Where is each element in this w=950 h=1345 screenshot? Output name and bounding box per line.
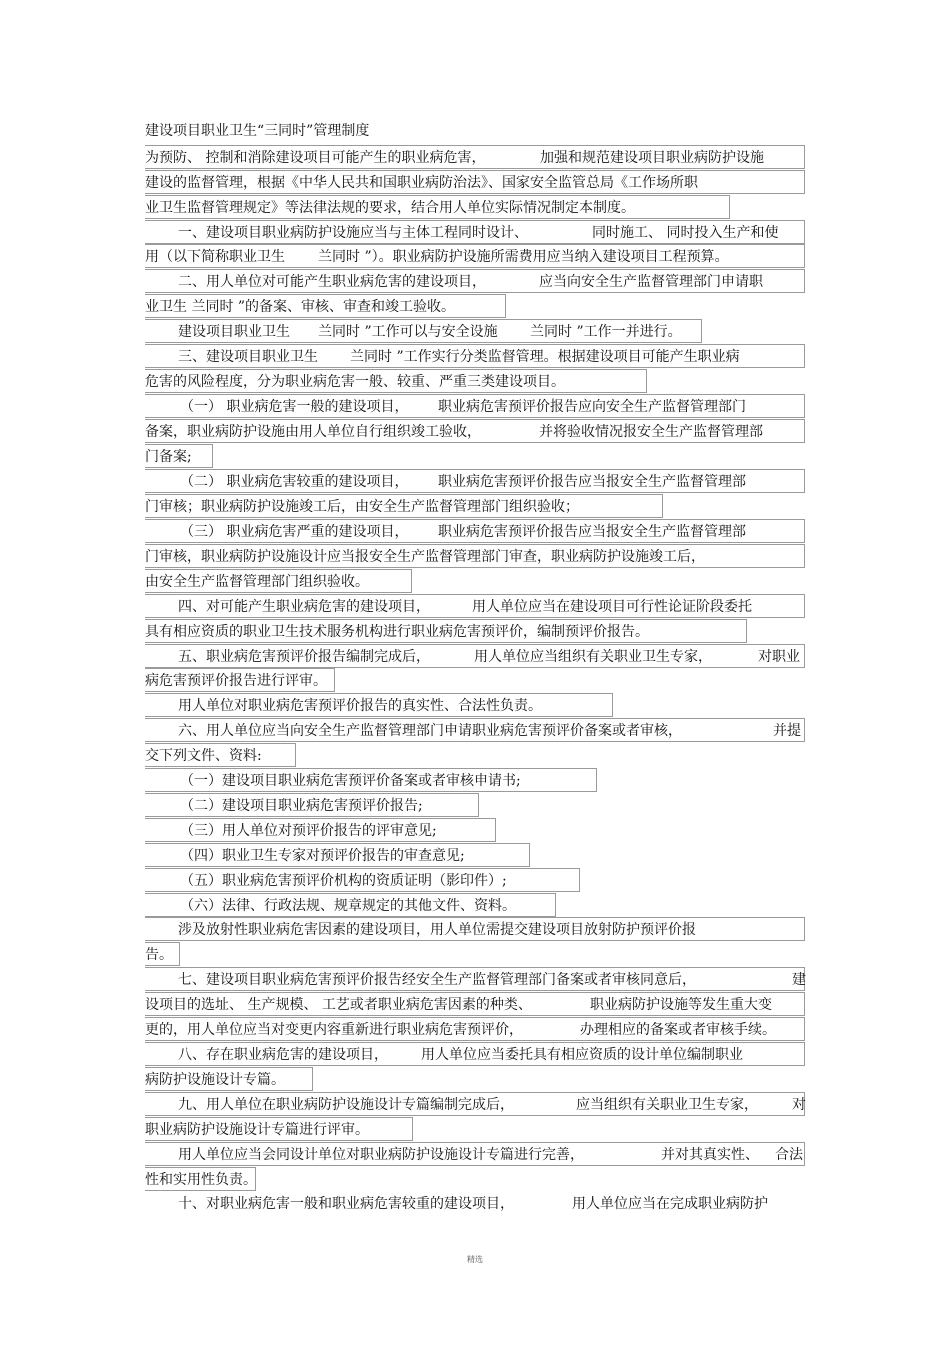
text-segment: 性和实用性负责。 — [145, 1172, 257, 1188]
text-segment: 危害的风险程度，分为职业病危害一般、较重、严重三类建设项目。 — [145, 374, 565, 390]
text-line — [145, 1092, 805, 1116]
text-segment: 三、建设项目职业卫生 — [178, 349, 318, 365]
text-segment: 用人单位应当在完成职业病防护 — [572, 1196, 768, 1212]
text-segment: 业卫生监督管理规定》等法律法规的要求，结合用人单位实际情况制定本制度。 — [145, 200, 635, 216]
text-line — [145, 569, 412, 593]
text-segment: 应当向安全生产监督管理部门申请职 — [539, 274, 763, 290]
text-segment: （二）建设项目职业病危害预评价报告; — [180, 798, 423, 814]
text-line — [145, 743, 296, 767]
text-segment: 二、用人单位对可能产生职业病危害的建设项目， — [178, 274, 486, 290]
text-segment: （一）建设项目职业病危害预评价备案或者审核申请书; — [180, 773, 521, 789]
text-line — [145, 893, 556, 917]
text-segment: 五、职业病危害预评价报告编制完成后， — [178, 649, 430, 665]
text-segment: 业卫生 兰同时 ”的备案、审核、审查和竣工验收。 — [145, 299, 456, 315]
text-line — [145, 519, 805, 543]
text-line — [145, 344, 805, 368]
text-segment: 具有相应资质的职业卫生技术服务机构进行职业病危害预评价，编制预评价报告。 — [145, 624, 649, 640]
text-segment: （四）职业卫生专家对预评价报告的审查意见; — [180, 848, 465, 864]
text-segment: 门备案; — [145, 449, 192, 465]
text-segment: 涉及放射性职业病危害因素的建设项目，用人单位需提交建设项目放射防护预评价报 — [178, 922, 696, 938]
text-segment: （一） 职业病危害一般的建设项目， — [180, 399, 409, 415]
text-segment: 兰同时 ”工作一并进行。 — [530, 324, 682, 340]
text-segment: 合法 — [775, 1147, 803, 1163]
text-segment: 兰同时 ”工作可以与安全设施 — [318, 324, 498, 340]
text-line — [145, 967, 805, 991]
text-segment: 兰同时 ”工作实行分类监督管理。根据建设项目可能产生职业病 — [350, 349, 740, 365]
text-line — [145, 1017, 805, 1041]
text-line — [145, 644, 805, 668]
text-segment: 门审核；职业病防护设施竣工后，由安全生产监督管理部门组织验收； — [145, 499, 579, 515]
text-line — [145, 942, 180, 966]
text-segment: 职业病危害预评价报告应当报安全生产监督管理部 — [438, 474, 746, 490]
text-segment: 交下列文件、资料: — [145, 748, 262, 764]
text-segment: 用人单位应当会同设计单位对职业病防护设施设计专篇进行完善， — [178, 1147, 584, 1163]
text-line — [145, 269, 805, 293]
text-segment: 四、对可能产生职业病危害的建设项目， — [178, 599, 430, 615]
text-line — [145, 793, 479, 817]
text-line — [145, 494, 663, 518]
text-segment: 建设项目职业卫生 — [178, 324, 290, 340]
text-segment: 用人单位应当在建设项目可行性论证阶段委托 — [472, 599, 752, 615]
text-segment: 告。 — [145, 947, 173, 963]
text-line — [145, 768, 597, 792]
text-segment: （六）法律、行政法规、规章规定的其他文件、资料。 — [180, 898, 516, 914]
text-line — [145, 917, 805, 941]
text-line — [145, 145, 805, 169]
text-line — [145, 1167, 256, 1191]
text-line — [145, 693, 613, 717]
text-segment: 一、建设项目职业病防护设施应当与主体工程同时设计、 — [178, 225, 528, 241]
text-segment: （三）用人单位对预评价报告的评审意见; — [180, 823, 437, 839]
text-line — [145, 818, 496, 842]
text-line — [145, 369, 647, 393]
text-segment: 设项目的选址、 生产规模、 工艺或者职业病危害因素的种类、 — [145, 997, 532, 1013]
text-segment: 病防护设施设计专篇。 — [145, 1072, 285, 1088]
text-line — [145, 294, 506, 318]
text-line — [145, 444, 213, 468]
text-segment: 建 — [792, 972, 806, 988]
text-segment: 八、存在职业病危害的建设项目， — [178, 1047, 388, 1063]
text-segment: 六、用人单位应当向安全生产监督管理部门申请职业病危害预评价备案或者审核， — [178, 723, 682, 739]
text-line — [145, 992, 805, 1016]
text-line — [145, 668, 335, 692]
text-line — [145, 718, 805, 742]
text-line — [145, 1142, 805, 1166]
text-segment: 备案，职业病防护设施由用人单位自行组织竣工验收， — [145, 424, 481, 440]
text-segment: 病危害预评价报告进行评审。 — [145, 673, 327, 689]
text-segment: 用人单位对职业病危害预评价报告的真实性、合法性负责。 — [178, 698, 542, 714]
text-segment: 应当组织有关职业卫生专家， — [576, 1097, 758, 1113]
text-segment: 并将验收情况报安全生产监督管理部 — [539, 424, 763, 440]
text-segment: 用人单位应当组织有关职业卫生专家， — [474, 649, 712, 665]
text-segment: 九、用人单位在职业病防护设施设计专篇编制完成后， — [178, 1097, 514, 1113]
text-line — [145, 1067, 313, 1091]
text-line — [145, 170, 805, 194]
text-segment: 十、对职业病危害一般和职业病危害较重的建设项目， — [178, 1196, 514, 1212]
text-segment: 七、建设项目职业病危害预评价报告经安全生产监督管理部门备案或者审核同意后， — [178, 972, 696, 988]
text-segment: 用人单位应当委托具有相应资质的设计单位编制职业 — [421, 1047, 743, 1063]
text-line — [145, 1042, 805, 1066]
text-line — [145, 419, 805, 443]
text-segment: 对职业 — [758, 649, 800, 665]
text-line — [145, 469, 805, 493]
document-title: 建设项目职业卫生“三同时”管理制度 — [145, 123, 370, 139]
text-line — [145, 1117, 413, 1141]
text-segment: 为预防、 控制和消除建设项目可能产生的职业病危害， — [145, 150, 486, 166]
text-segment: 由安全生产监督管理部门组织验收。 — [145, 574, 369, 590]
text-line — [145, 544, 805, 568]
text-line — [145, 1192, 805, 1216]
text-line — [145, 244, 805, 268]
text-line — [145, 868, 580, 892]
text-line — [145, 220, 805, 244]
text-segment: 职业病防护设施等发生重大变 — [590, 997, 772, 1013]
page-footer: 精选 — [467, 1255, 483, 1264]
text-segment: 更的，用人单位应当对变更内容重新进行职业病危害预评价， — [145, 1022, 523, 1038]
text-segment: 同时施工、 同时投入生产和使 — [592, 225, 779, 241]
text-segment: 兰同时 ”）。职业病防护设施所需费用应当纳入建设项目工程预算。 — [318, 249, 729, 265]
text-line — [145, 319, 702, 343]
text-segment: 建设的监督管理，根据《中华人民共和国职业病防治法》、国家安全监管总局《工作场所职 — [145, 175, 698, 191]
text-segment: 职业病危害预评价报告应当报安全生产监督管理部 — [438, 524, 746, 540]
text-segment: （二） 职业病危害较重的建设项目， — [180, 474, 409, 490]
text-line — [145, 843, 530, 867]
text-segment: 用（以下简称职业卫生 — [145, 249, 285, 265]
text-line — [145, 594, 805, 618]
text-segment: 门审核，职业病防护设施设计应当报安全生产监督管理部门审查，职业病防护设施竣工后， — [145, 549, 705, 565]
text-line — [145, 394, 805, 418]
text-segment: （五）职业病危害预评价机构的资质证明（影印件）; — [180, 873, 507, 889]
text-segment: 职业病防护设施设计专篇进行评审。 — [145, 1122, 369, 1138]
text-segment: 办理相应的备案或者审核手续。 — [580, 1022, 776, 1038]
text-line — [145, 619, 747, 643]
text-segment: 职业病危害预评价报告应向安全生产监督管理部门 — [438, 399, 746, 415]
text-segment: 加强和规范建设项目职业病防护设施 — [540, 150, 764, 166]
text-line — [145, 195, 730, 219]
text-segment: 并对其真实性、 — [661, 1147, 759, 1163]
text-segment: 并提 — [773, 723, 801, 739]
text-segment: 对 — [792, 1097, 806, 1113]
text-segment: （三） 职业病危害严重的建设项目， — [180, 524, 409, 540]
